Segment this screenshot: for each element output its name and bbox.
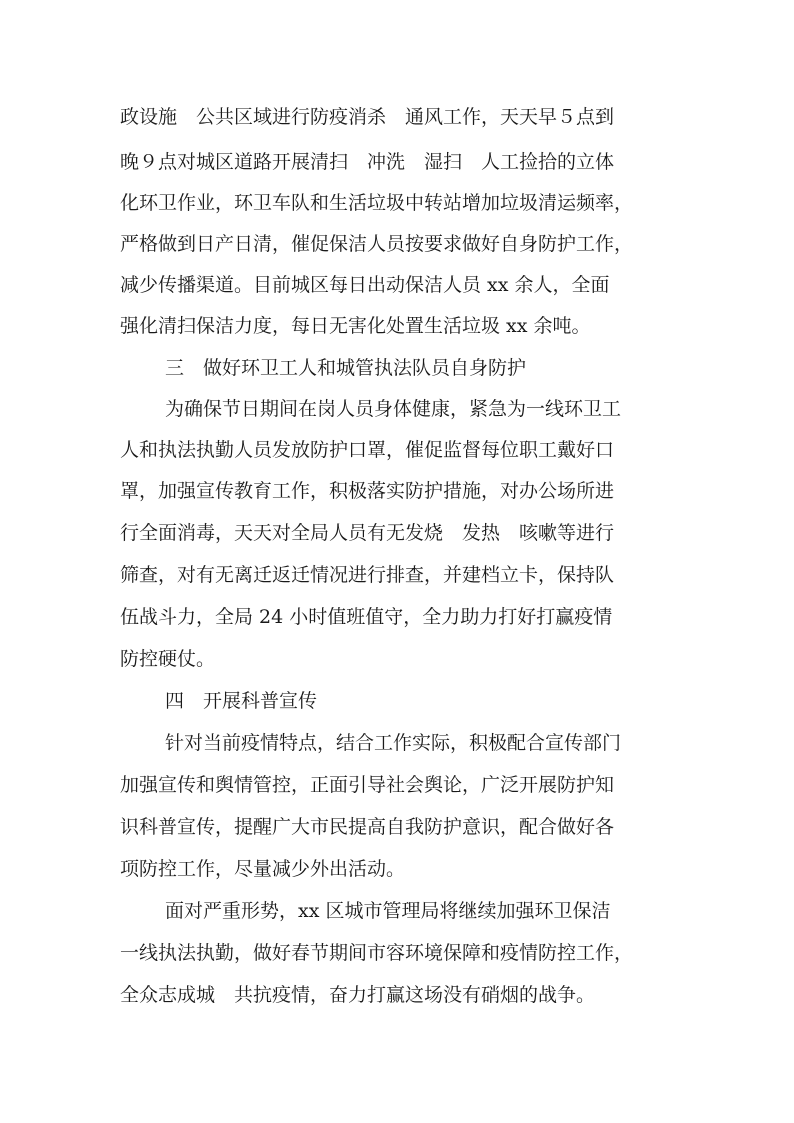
section-heading-4: 四 开展科普宣传 (165, 690, 318, 712)
section-heading-3: 三 做好环卫工人和城管执法队员自身防护 (165, 357, 527, 379)
paragraph-line: 罩，加强宣传教育工作，积极落实防护措施，对办公场所进 (120, 480, 615, 502)
paragraph-line: 化环卫作业，环卫车队和生活垃圾中转站增加垃圾清运频率， (120, 192, 634, 214)
paragraph-line: 伍战斗力，全局 24 小时值班值守，全力助力打好打赢疫情 (120, 606, 613, 628)
paragraph-line: 全众志成城 共抗疫情，奋力打赢这场没有硝烟的战争。 (120, 984, 596, 1006)
paragraph-line: 严格做到日产日清，催促保洁人员按要求做好自身防护工作， (120, 233, 634, 255)
paragraph-line: 面对严重形势，xx 区城市管理局将继续加强环卫保洁 (165, 900, 611, 922)
paragraph-line: 识科普宣传，提醒广大市民提高自我防护意识，配合做好各 (120, 816, 615, 838)
paragraph-line: 强化清扫保洁力度，每日无害化处置生活垃圾 xx 余吨。 (120, 315, 591, 337)
paragraph-line: 加强宣传和舆情管控，正面引导社会舆论，广泛开展防护知 (120, 774, 615, 796)
paragraph-line: 人和执法执勤人员发放防护口罩，催促监督每位职工戴好口 (120, 439, 615, 461)
paragraph-line: 为确保节日期间在岗人员身体健康，紧急为一线环卫工 (165, 398, 622, 420)
paragraph-line: 防控硬仗。 (120, 648, 216, 670)
paragraph-line: 一线执法执勤，做好春节期间市容环境保障和疫情防控工作， (120, 942, 634, 964)
paragraph-line: 行全面消毒，天天对全局人员有无发烧 发热 咳嗽等进行 (120, 522, 615, 544)
paragraph-line: 筛查，对有无离迁返迁情况进行排查，并建档立卡，保持队 (120, 564, 615, 586)
paragraph-line: 政设施 公共区域进行防疫消杀 通风工作，天天早５点到 (120, 106, 615, 128)
paragraph-line: 项防控工作，尽量减少外出活动。 (120, 858, 406, 880)
paragraph-line: 针对当前疫情特点，结合工作实际，积极配合宣传部门 (165, 732, 622, 754)
paragraph-line: 减少传播渠道。目前城区每日出动保洁人员 xx 余人，全面 (120, 274, 610, 296)
paragraph-line: 晚９点对城区道路开展清扫 冲洗 湿扫 人工捡拾的立体 (120, 151, 615, 173)
